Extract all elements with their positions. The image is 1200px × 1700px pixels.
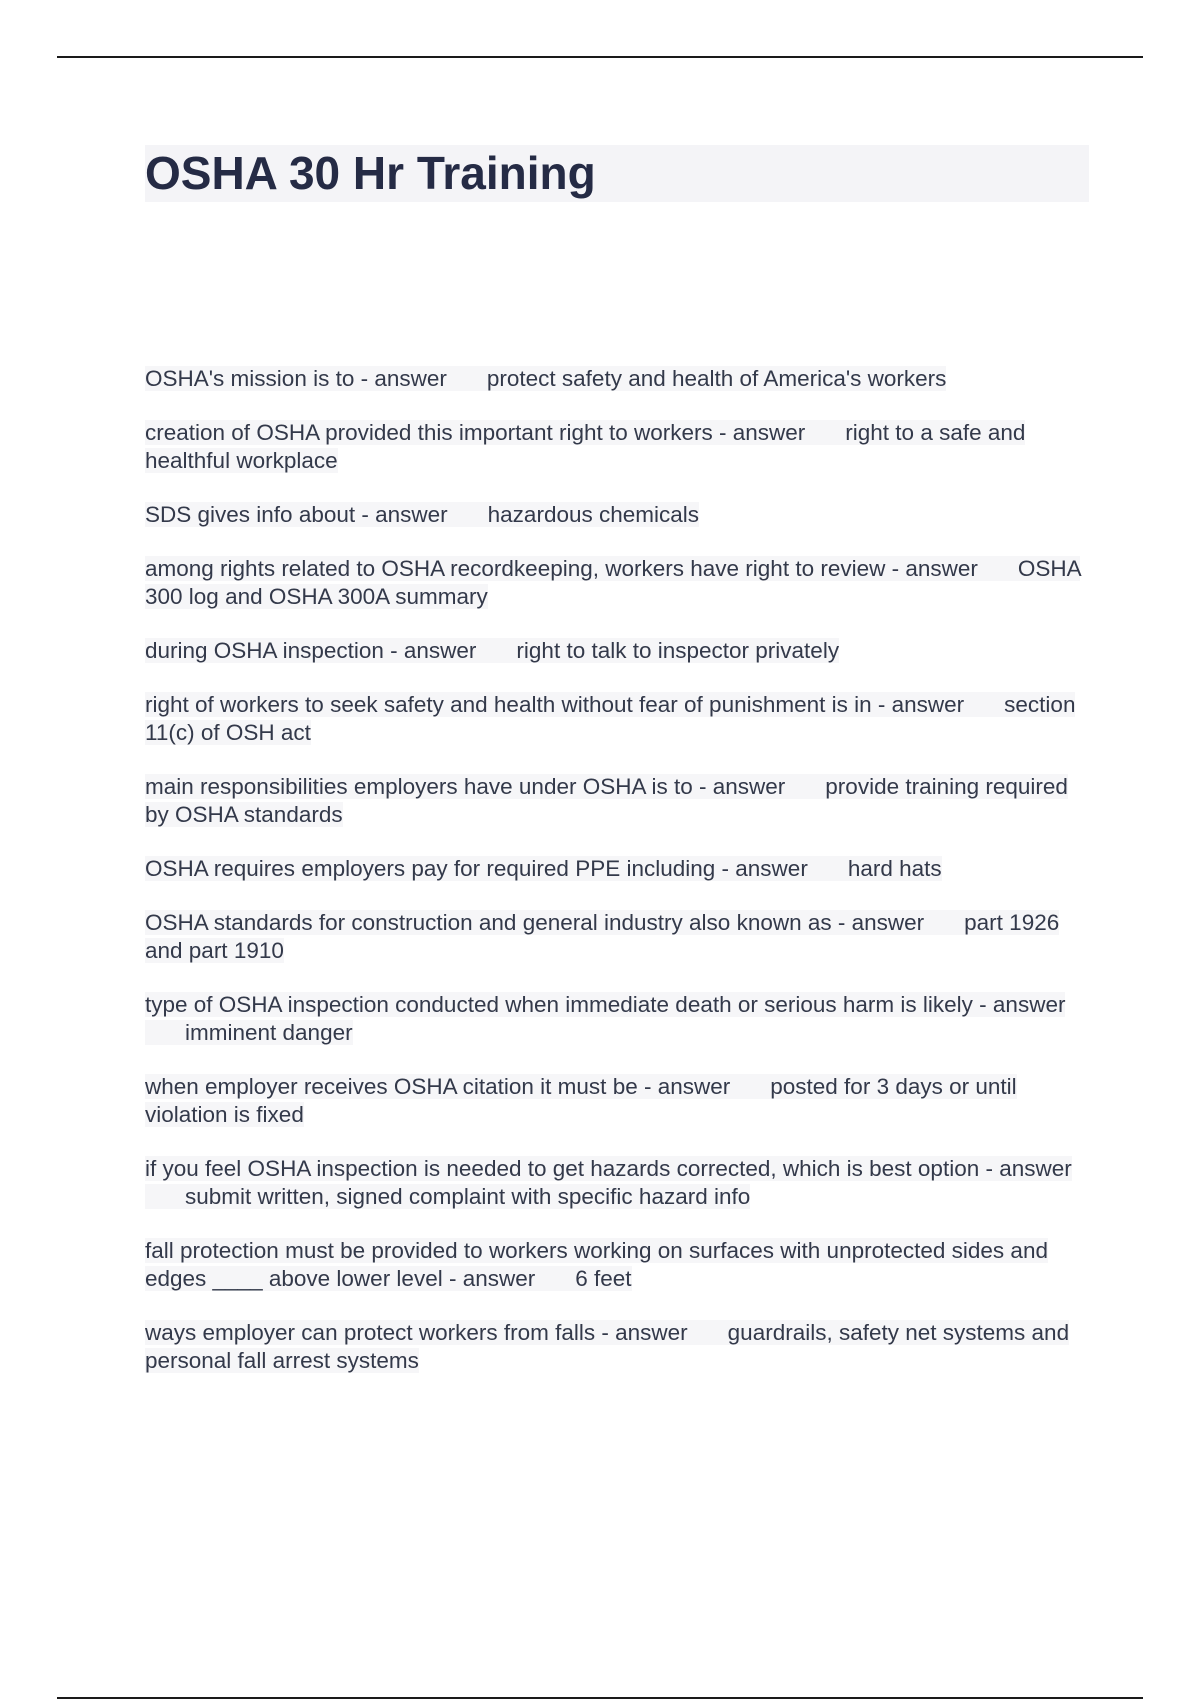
answer-text: right to talk to inspector privately [516,638,840,663]
qa-list [145,365,1085,1401]
answer-text: posted for 3 days or until violation is fixed [145,1074,1017,1127]
top-rule [57,56,1143,58]
question-text: OSHA standards for construction and general industry also known as - answer [145,910,925,935]
document-title: OSHA 30 Hr Training [145,147,596,199]
answer-text: submit written, signed complaint with specific hazard info [185,1184,751,1209]
answer-text: protect safety and health of America's workers [486,366,947,391]
question-text: among rights related to OSHA recordkeeping, workers have right to review - answer [145,556,978,581]
answer-text: imminent danger [185,1020,353,1045]
question-text: fall protection must be provided to workers working on surfaces with unprotected sides and edges ____ above lower level - answer [145,1238,1048,1291]
qa-item [145,501,1085,529]
qa-item [145,637,1085,665]
answer-text: hard hats [847,856,942,881]
answer-text: section 11(c) of OSH act [145,692,1076,745]
qa-item [145,365,1085,393]
qa-item [145,1073,1085,1129]
qa-item [145,909,1085,965]
question-text: creation of OSHA provided this important right to workers - answer [145,420,806,445]
qa-item [145,1319,1085,1375]
qa-item [145,691,1085,747]
question-text: SDS gives info about - answer [145,502,448,527]
question-text: during OSHA inspection - answer [145,638,477,663]
question-text: ways employer can protect workers from falls - answer [145,1320,688,1345]
question-text: right of workers to seek safety and health without fear of punishment is in - answer [145,692,965,717]
qa-item [145,555,1085,611]
qa-item [145,991,1085,1047]
question-text: main responsibilities employers have under OSHA is to - answer [145,774,786,799]
qa-item [145,1155,1085,1211]
question-text: OSHA requires employers pay for required PPE including - answer [145,856,808,881]
answer-text: provide training required by OSHA standards [145,774,1068,827]
question-text: OSHA's mission is to - answer [145,366,447,391]
qa-item [145,773,1085,829]
answer-text: hazardous chemicals [487,502,700,527]
question-text: type of OSHA inspection conducted when immediate death or serious harm is likely - answer [145,992,1066,1017]
qa-item [145,1237,1085,1293]
qa-item [145,419,1085,475]
answer-text: guardrails, safety net systems and personal fall arrest systems [145,1320,1070,1373]
answer-text: 6 feet [575,1266,632,1291]
qa-item [145,855,1085,883]
answer-text: OSHA 300 log and OSHA 300A summary [145,556,1081,609]
question-text: if you feel OSHA inspection is needed to get hazards corrected, which is best option - answer [145,1156,1072,1181]
answer-text: right to a safe and healthful workplace [145,420,1026,473]
question-text: when employer receives OSHA citation it must be - answer [145,1074,731,1099]
bottom-rule [57,1697,1143,1699]
answer-text: part 1926 and part 1910 [145,910,1060,963]
